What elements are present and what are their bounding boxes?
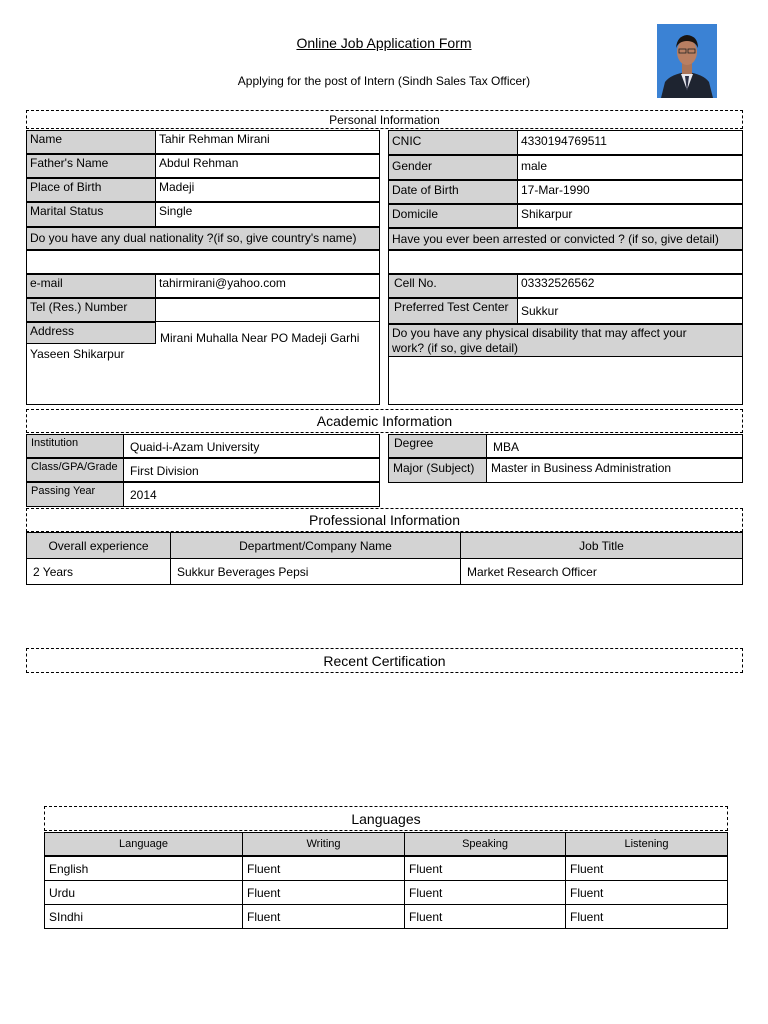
listening-column-header: Listening: [565, 832, 728, 856]
name-label: Name: [26, 130, 156, 154]
certification-heading: Recent Certification: [26, 648, 743, 673]
father-name-label: Father's Name: [26, 154, 156, 178]
cell-no-value: 03332526562: [517, 274, 743, 298]
speaking-cell: Fluent: [404, 880, 566, 905]
form-title: Online Job Application Form: [296, 35, 472, 51]
experience-column-header: Overall experience: [26, 532, 171, 559]
passing-year-value: 2014: [123, 482, 380, 507]
marital-status-value: Single: [155, 202, 380, 227]
listening-cell: Fluent: [565, 904, 728, 929]
dob-label: Date of Birth: [388, 180, 518, 204]
father-name-value: Abdul Rehman: [155, 154, 380, 178]
personal-info-heading: Personal Information: [26, 110, 743, 129]
major-value: Master in Business Administration: [486, 458, 743, 483]
writing-cell: Fluent: [242, 904, 405, 929]
address-line-2: Yaseen Shikarpur: [30, 347, 125, 361]
academic-info-heading: Academic Information: [26, 409, 743, 433]
test-center-value: Sukkur: [517, 298, 743, 324]
major-label: Major (Subject): [388, 458, 487, 483]
language-cell: SIndhi: [44, 904, 243, 929]
job-title-cell: Market Research Officer: [460, 558, 743, 585]
domicile-value: Shikarpur: [517, 204, 743, 228]
languages-heading: Languages: [44, 806, 728, 831]
test-center-label: Preferred Test Center: [388, 298, 518, 324]
language-cell: English: [44, 856, 243, 881]
speaking-column-header: Speaking: [404, 832, 566, 856]
company-cell: Sukkur Beverages Pepsi: [170, 558, 461, 585]
address-label: Address: [26, 322, 156, 344]
language-column-header: Language: [44, 832, 243, 856]
arrest-value: [388, 250, 743, 274]
class-label: Class/GPA/Grade: [26, 458, 124, 482]
disability-value: [388, 356, 743, 405]
applicant-photo-icon: [657, 24, 717, 98]
email-value: tahirmirani@yahoo.com: [155, 274, 380, 298]
domicile-label: Domicile: [388, 204, 518, 228]
passing-year-label: Passing Year: [26, 482, 124, 507]
form-subtitle: Applying for the post of Intern (Sindh Sales Tax Officer): [237, 74, 531, 88]
degree-label: Degree: [388, 434, 487, 458]
job-title-column-header: Job Title: [460, 532, 743, 559]
professional-info-heading: Professional Information: [26, 508, 743, 532]
name-value: Tahir Rehman Mirani: [155, 130, 380, 154]
cell-no-label: Cell No.: [388, 274, 518, 298]
email-label: e-mail: [26, 274, 156, 298]
speaking-cell: Fluent: [404, 904, 566, 929]
class-value: First Division: [123, 458, 380, 482]
dual-nationality-label: Do you have any dual nationality ?(if so, give country's name): [26, 227, 380, 250]
marital-status-label: Marital Status: [26, 202, 156, 227]
writing-cell: Fluent: [242, 880, 405, 905]
address-line-1: Mirani Muhalla Near PO Madeji Garhi: [160, 331, 360, 345]
listening-cell: Fluent: [565, 856, 728, 881]
speaking-cell: Fluent: [404, 856, 566, 881]
tel-value: [155, 298, 380, 322]
language-cell: Urdu: [44, 880, 243, 905]
dual-nationality-value: [26, 250, 380, 274]
company-column-header: Department/Company Name: [170, 532, 461, 559]
institution-label: Institution: [26, 434, 124, 458]
tel-label: Tel (Res.) Number: [26, 298, 156, 322]
listening-cell: Fluent: [565, 880, 728, 905]
experience-cell: 2 Years: [26, 558, 171, 585]
dob-value: 17-Mar-1990: [517, 180, 743, 204]
degree-value: MBA: [486, 434, 743, 458]
cnic-value: 4330194769511: [517, 130, 743, 155]
disability-label: Do you have any physical disability that may affect your work? (if so, give detail): [388, 324, 743, 357]
writing-column-header: Writing: [242, 832, 405, 856]
gender-label: Gender: [388, 155, 518, 180]
cnic-label: CNIC: [388, 130, 518, 155]
institution-value: Quaid-i-Azam University: [123, 434, 380, 458]
arrest-label: Have you ever been arrested or convicted ? (if so, give detail): [388, 228, 743, 250]
place-of-birth-label: Place of Birth: [26, 178, 156, 202]
gender-value: male: [517, 155, 743, 180]
place-of-birth-value: Madeji: [155, 178, 380, 202]
writing-cell: Fluent: [242, 856, 405, 881]
